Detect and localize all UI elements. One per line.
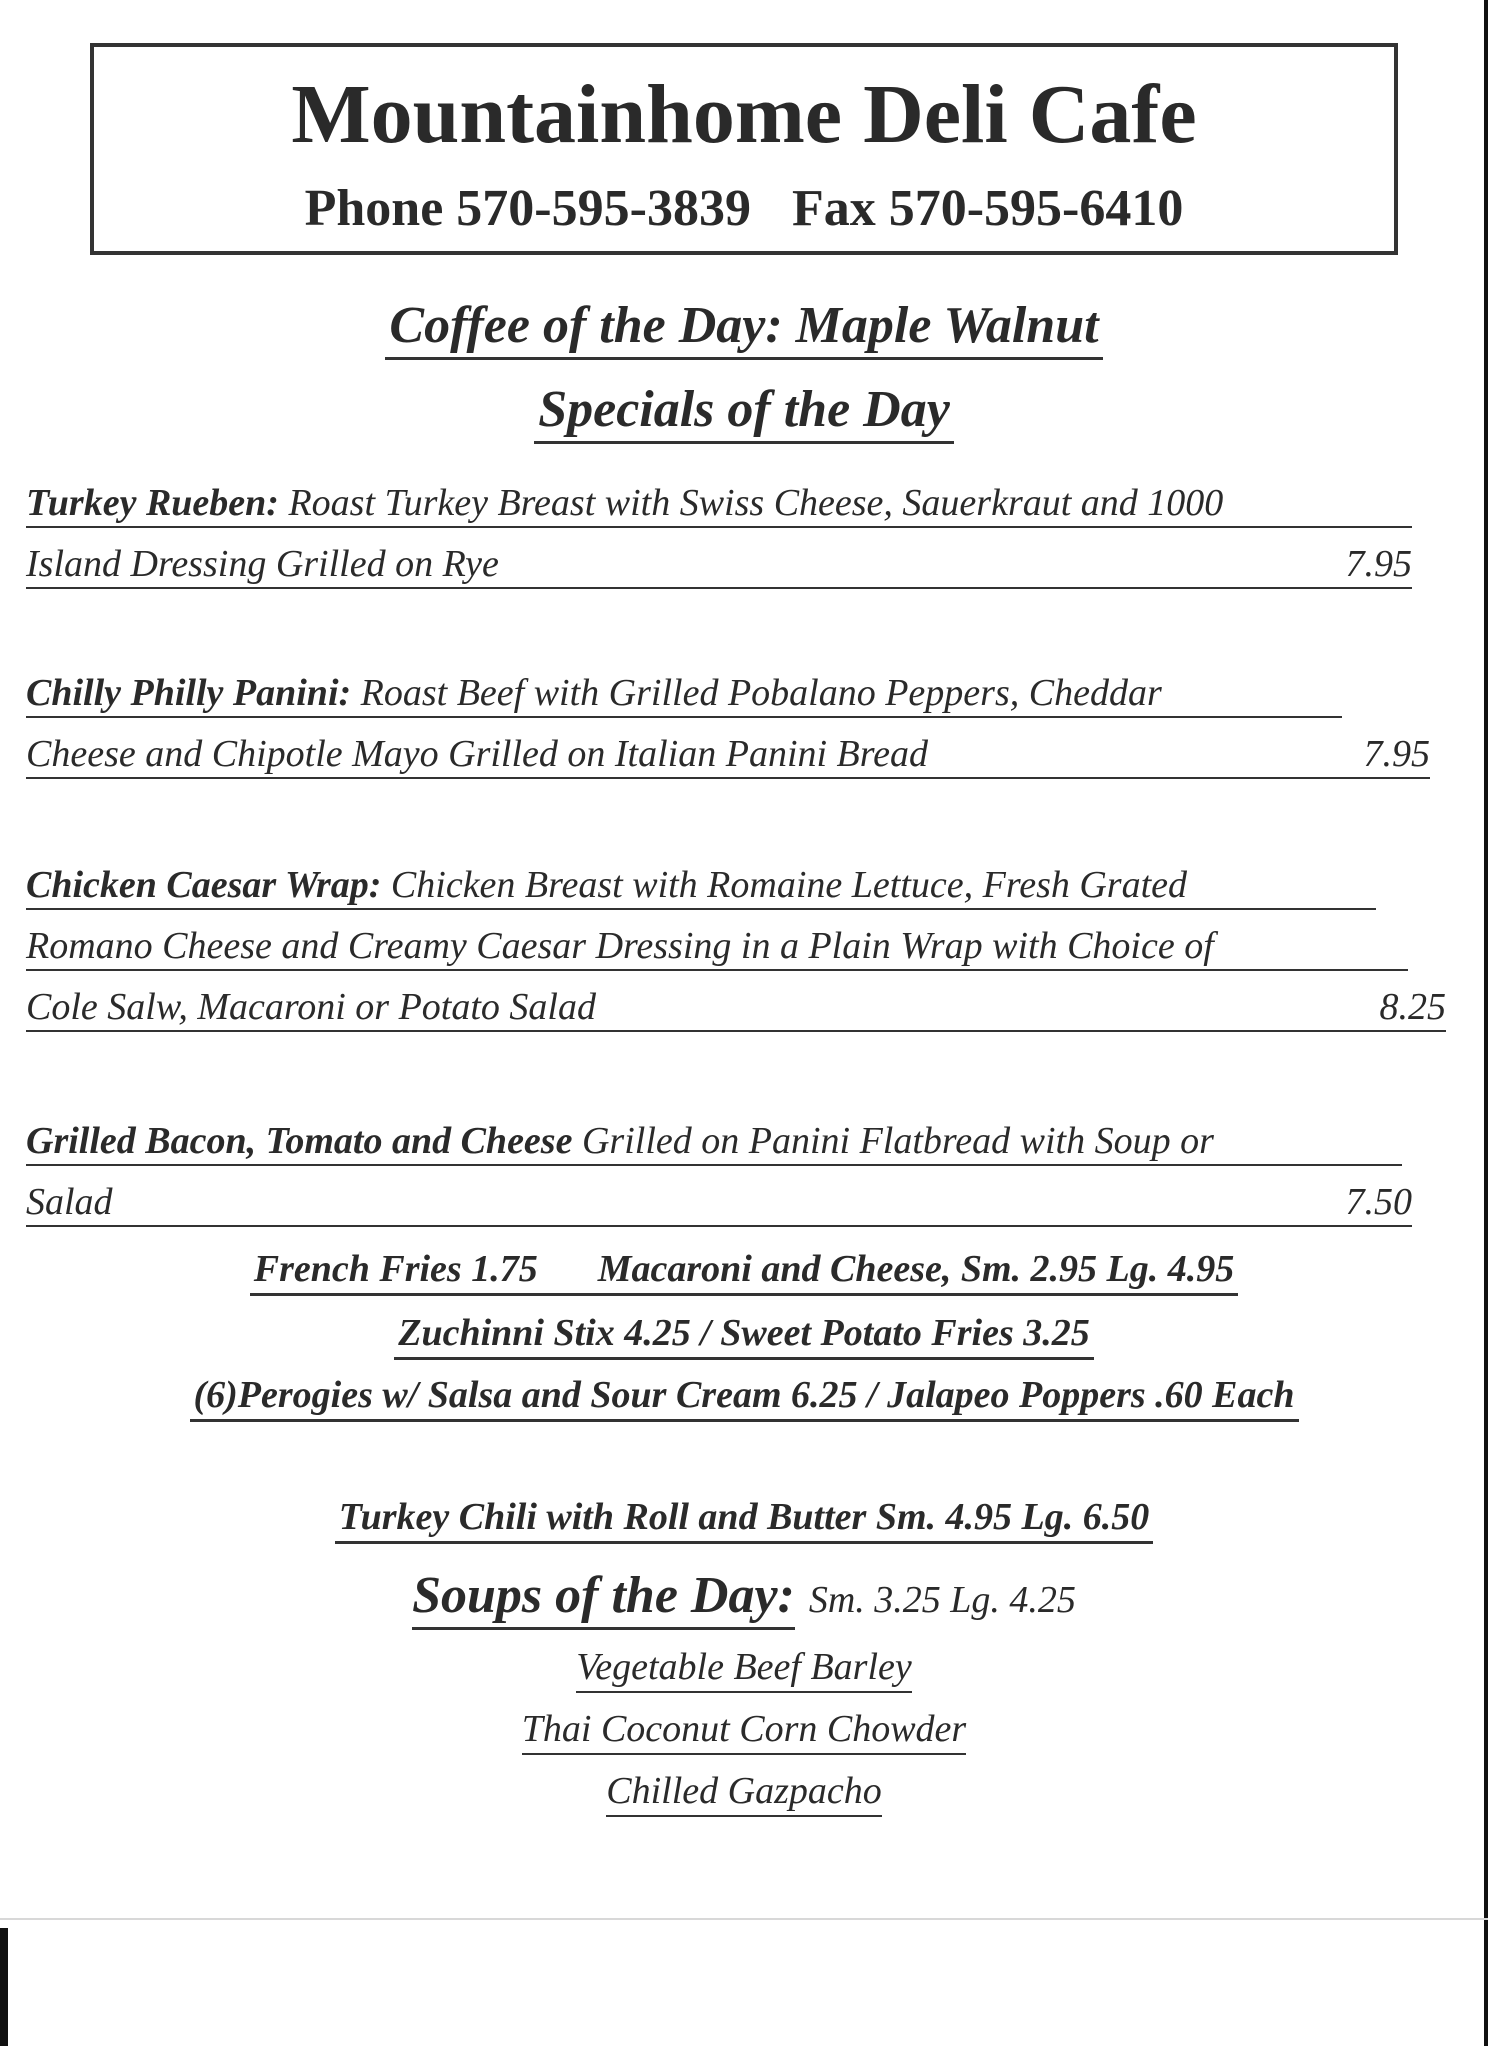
chili-text: Turkey Chili with Roll and Butter Sm. 4.95 Lg. 6.50 [335,1496,1153,1544]
special-description: Roast Turkey Breast with Swiss Cheese, Sauerkraut and 1000 [288,482,1224,524]
coffee-text: Coffee of the Day: Maple Walnut [385,297,1102,360]
sides-line-3 [0,1376,1488,1414]
special-line [26,1183,1412,1227]
special-description: Island Dressing Grilled on Rye [26,543,499,585]
soup-item [0,1772,1488,1810]
side-mac-cheese: Macaroni and Cheese, Sm. 2.95 Lg. 4.95 [597,1248,1235,1290]
special-name: Chilly Philly Panini: [26,672,352,714]
special-description: Cole Salw, Macaroni or Potato Salad [26,986,596,1028]
soups-title: Soups of the Day: [412,1567,795,1630]
specials-heading [0,381,1488,438]
header-box [90,43,1398,255]
scan-edge-left [0,1928,8,2046]
special-line [26,988,1446,1032]
phone-number: Phone 570-595-3839 [304,180,751,237]
special-description: Chicken Breast with Romaine Lettuce, Fresh Grated [390,864,1188,906]
special-item [26,484,1412,594]
specials-title: Specials of the Day [534,381,954,444]
special-price: 8.25 [1379,986,1446,1028]
soup-item [0,1710,1488,1748]
special-price: 7.50 [1345,1181,1412,1223]
special-line [26,927,1408,971]
special-line [26,484,1412,528]
special-name: Chicken Caesar Wrap: [26,864,382,906]
special-item [26,674,1430,784]
soup-name: Chilled Gazpacho [606,1770,881,1817]
soups-heading [0,1567,1488,1624]
special-line [26,866,1376,910]
sides-line: Zuchinni Stix 4.25 / Sweet Potato Fries 3.25 [394,1312,1093,1360]
coffee-of-the-day [0,297,1488,354]
sides-line [250,1248,1239,1296]
special-name: Turkey Rueben: [26,482,279,524]
sides-line-1 [0,1250,1488,1288]
special-price: 7.95 [1345,543,1412,585]
special-description: Grilled on Panini Flatbread with Soup or [581,1120,1214,1162]
chili-line [0,1498,1488,1536]
cafe-name: Mountainhome Deli Cafe [291,68,1197,161]
side-fries: French Fries 1.75 [253,1248,538,1290]
special-item [26,866,1446,1036]
special-description: Cheese and Chipotle Mayo Grilled on Italian Panini Bread [26,733,929,775]
special-line [26,674,1342,718]
special-description: Salad [26,1181,113,1223]
special-line [26,545,1412,589]
sides-line-2 [0,1314,1488,1352]
soup-item [0,1648,1488,1686]
page-bottom-edge [0,1918,1488,1920]
soup-name: Thai Coconut Corn Chowder [522,1708,966,1755]
special-line [26,735,1430,779]
special-name: Grilled Bacon, Tomato and Cheese [26,1120,573,1162]
special-price: 7.95 [1363,733,1430,775]
contact-line [94,180,1394,237]
fax-number: Fax 570-595-6410 [791,180,1184,237]
special-item [26,1122,1412,1232]
special-line [26,1122,1402,1166]
special-description: Roast Beef with Grilled Pobalano Peppers, Cheddar [360,672,1162,714]
sides-line: (6)Perogies w/ Salsa and Sour Cream 6.25 / Jalapeo Poppers .60 Each [190,1374,1299,1422]
special-description: Romano Cheese and Creamy Caesar Dressing in a Plain Wrap with Choice of [26,925,1214,967]
soups-price: Sm. 3.25 Lg. 4.25 [808,1579,1076,1621]
soup-name: Vegetable Beef Barley [576,1646,912,1693]
